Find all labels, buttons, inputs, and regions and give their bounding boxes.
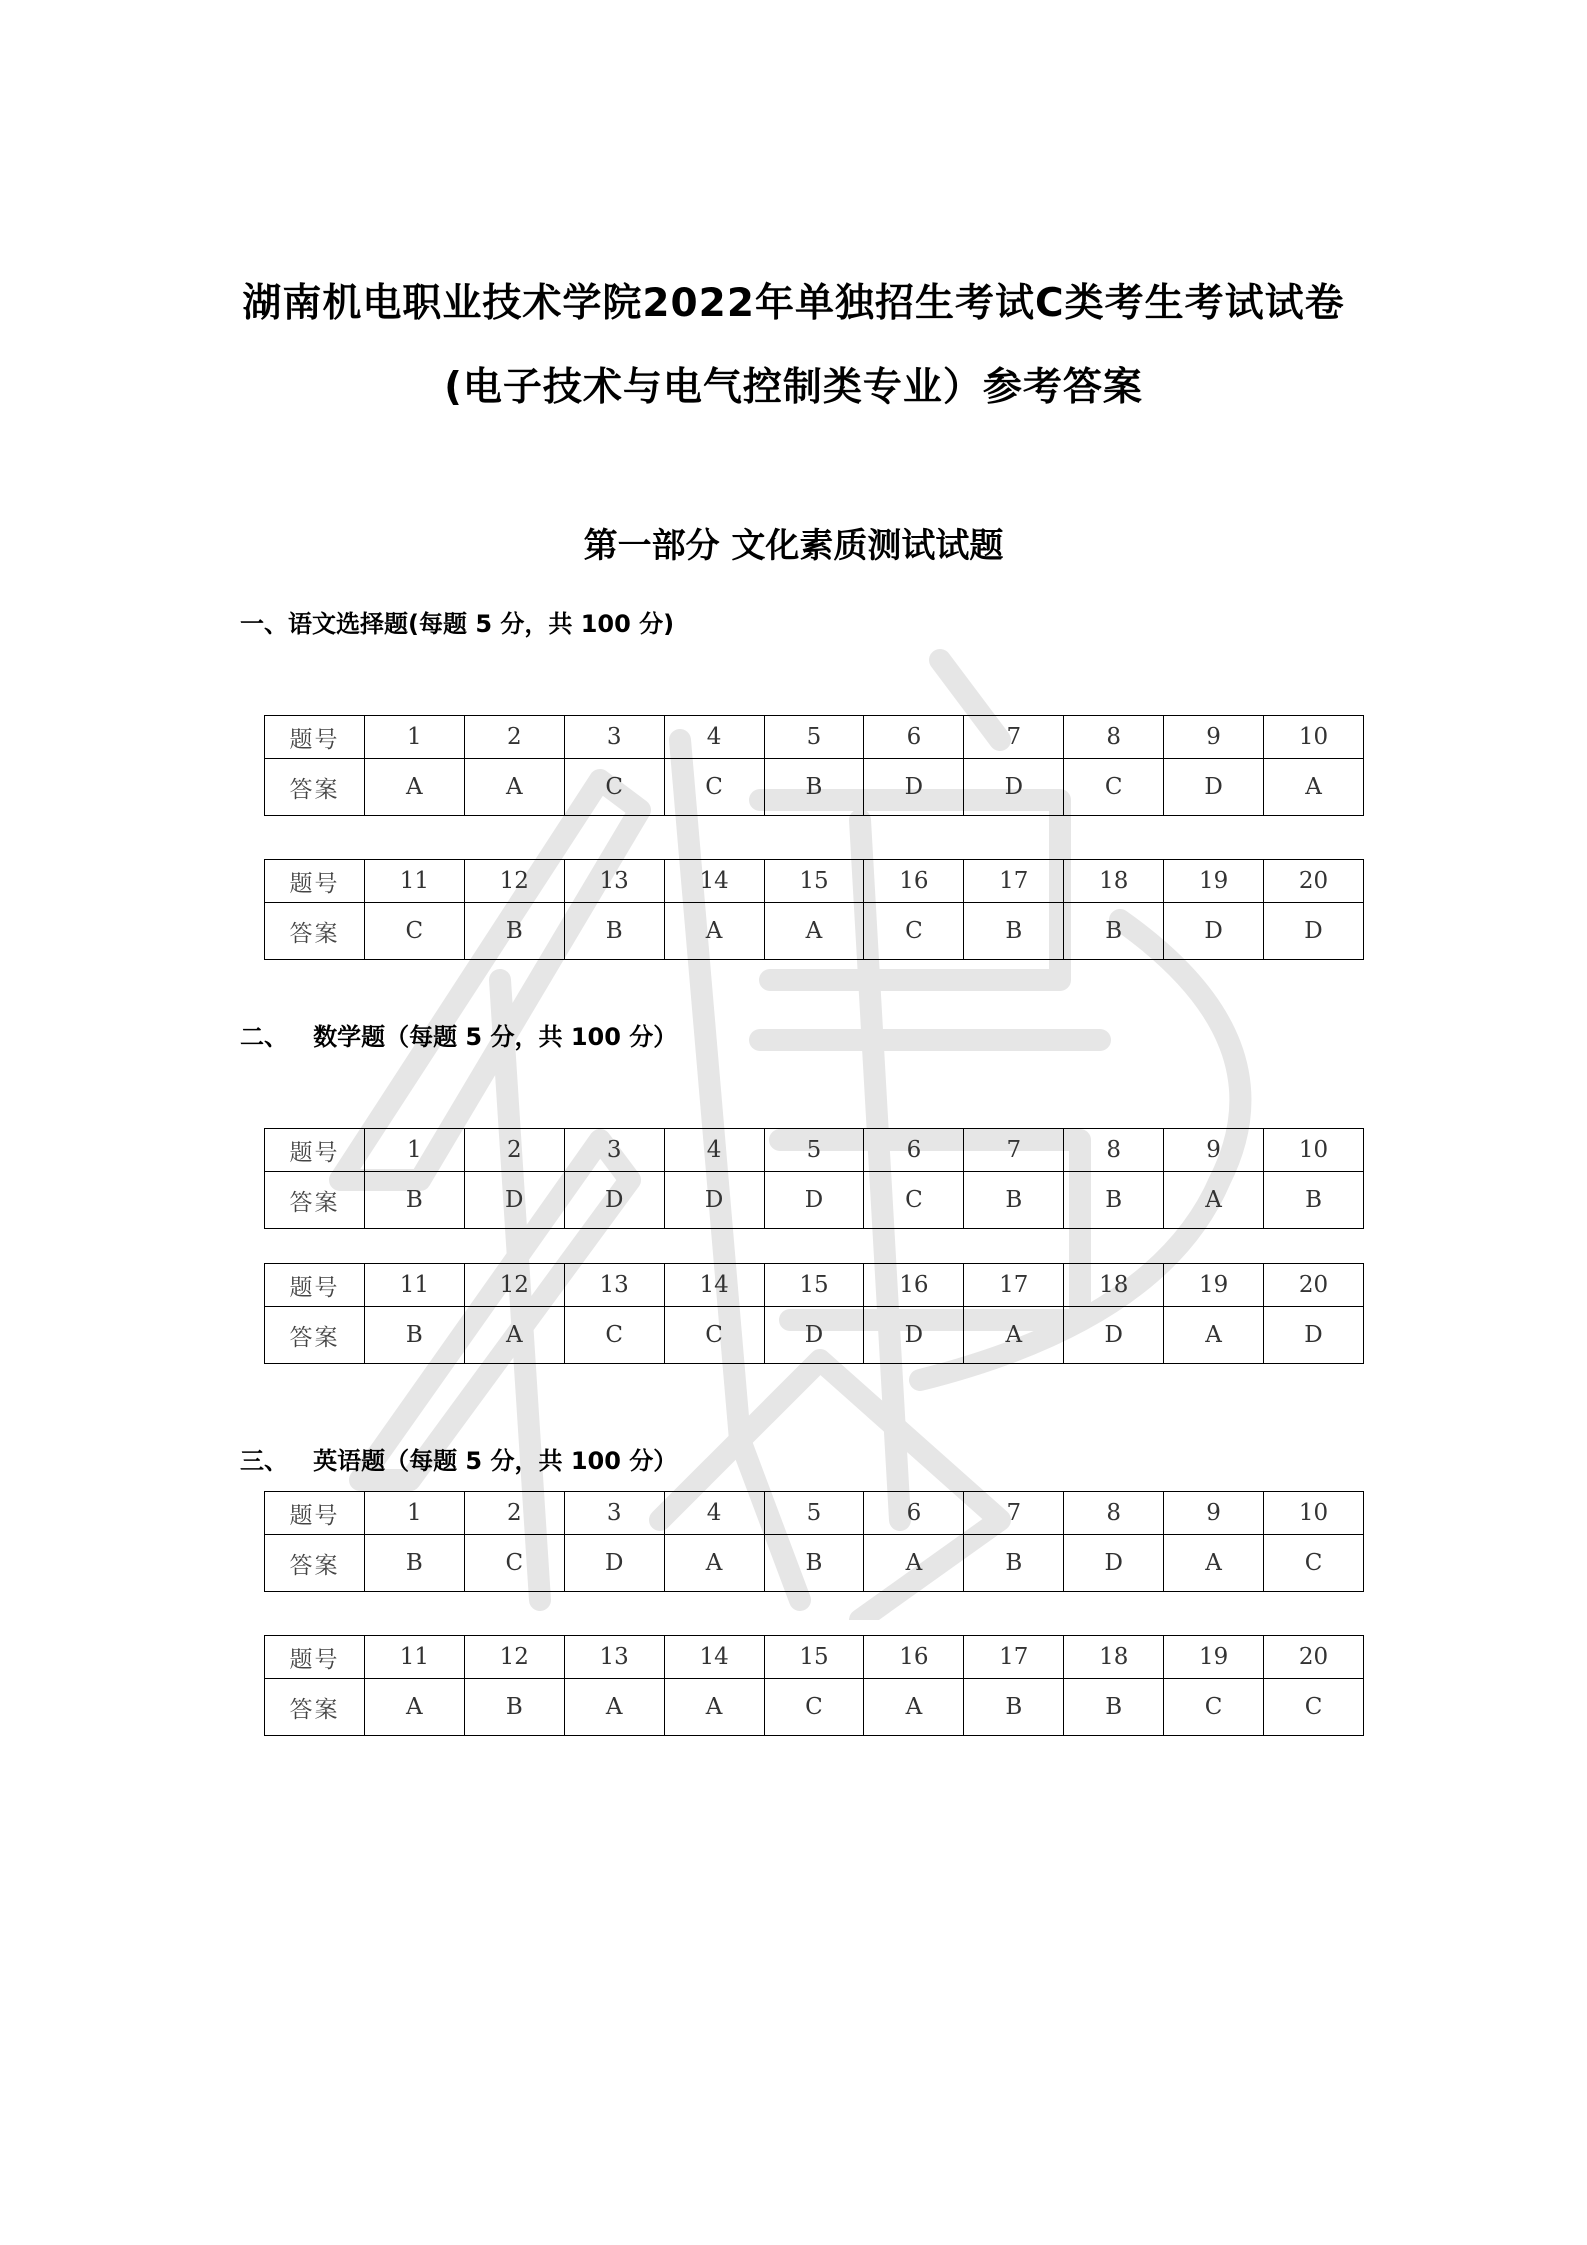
answer-cell: B [964, 1535, 1064, 1592]
question-number: 11 [364, 1636, 464, 1679]
question-number: 20 [1264, 1264, 1364, 1307]
question-number: 2 [464, 716, 564, 759]
question-number: 7 [964, 1129, 1064, 1172]
answer-cell: B [1064, 1679, 1164, 1736]
question-number: 20 [1264, 1636, 1364, 1679]
answer-cell: A [364, 759, 464, 816]
answer-cell: A [664, 1679, 764, 1736]
question-number: 17 [964, 860, 1064, 903]
question-number: 2 [464, 1129, 564, 1172]
answer-cell: A [464, 1307, 564, 1364]
question-number: 3 [564, 1492, 664, 1535]
answer-cell: C [564, 1307, 664, 1364]
answer-table-math-1 [264, 1128, 1364, 1229]
answer-cell: A [864, 1679, 964, 1736]
question-number: 12 [464, 860, 564, 903]
answer-cell: C [864, 1172, 964, 1229]
answer-cell: B [364, 1535, 464, 1592]
answer-cell: D [1064, 1307, 1164, 1364]
question-number: 10 [1264, 1129, 1364, 1172]
question-number: 8 [1064, 1492, 1164, 1535]
question-number: 1 [364, 1492, 464, 1535]
answer-table-english-1 [264, 1491, 1364, 1592]
document-title-line2: (电子技术与电气控制类专业）参考答案 [444, 365, 1143, 410]
question-number: 6 [864, 716, 964, 759]
answer-cell: C [364, 903, 464, 960]
question-label: 题号 [265, 1636, 365, 1679]
question-number: 11 [364, 1264, 464, 1307]
answer-cell: C [564, 759, 664, 816]
answer-cell: A [1164, 1535, 1264, 1592]
answer-cell: B [1064, 1172, 1164, 1229]
answer-cell: D [764, 1307, 864, 1364]
answer-cell: D [464, 1172, 564, 1229]
question-number: 18 [1064, 860, 1164, 903]
answer-cell: A [1164, 1172, 1264, 1229]
answer-cell: A [564, 1679, 664, 1736]
question-number: 16 [864, 1636, 964, 1679]
question-number: 4 [664, 716, 764, 759]
answer-label: 答案 [265, 1172, 365, 1229]
answer-cell: B [564, 903, 664, 960]
section-heading-chinese: 一、语文选择题(每题 5 分，共 100 分) [240, 610, 675, 638]
answer-cell: B [964, 903, 1064, 960]
question-number: 8 [1064, 716, 1164, 759]
answer-cell: D [1164, 759, 1264, 816]
question-label: 题号 [265, 1492, 365, 1535]
question-number: 16 [864, 860, 964, 903]
answer-cell: A [764, 903, 864, 960]
question-number: 2 [464, 1492, 564, 1535]
answer-cell: B [364, 1172, 464, 1229]
answer-cell: D [1264, 903, 1364, 960]
question-label: 题号 [265, 1129, 365, 1172]
answer-cell: B [364, 1307, 464, 1364]
answer-table-english-2 [264, 1635, 1364, 1736]
question-number: 13 [564, 1264, 664, 1307]
answer-cell: D [864, 759, 964, 816]
question-number: 17 [964, 1264, 1064, 1307]
answer-cell: A [464, 759, 564, 816]
question-number: 17 [964, 1636, 1064, 1679]
section-heading-english: 三、 英语题（每题 5 分，共 100 分） [240, 1447, 678, 1475]
question-number: 18 [1064, 1636, 1164, 1679]
answer-cell: B [464, 903, 564, 960]
question-number: 6 [864, 1492, 964, 1535]
question-number: 5 [764, 716, 864, 759]
answer-cell: C [1264, 1679, 1364, 1736]
question-number: 18 [1064, 1264, 1164, 1307]
question-number: 10 [1264, 1492, 1364, 1535]
answer-cell: C [664, 759, 764, 816]
question-number: 6 [864, 1129, 964, 1172]
question-number: 8 [1064, 1129, 1164, 1172]
answer-cell: C [464, 1535, 564, 1592]
question-number: 14 [664, 860, 764, 903]
question-number: 13 [564, 1636, 664, 1679]
answer-cell: A [864, 1535, 964, 1592]
answer-cell: B [964, 1679, 1064, 1736]
question-number: 12 [464, 1636, 564, 1679]
answer-cell: C [664, 1307, 764, 1364]
question-label: 题号 [265, 1264, 365, 1307]
question-number: 3 [564, 1129, 664, 1172]
document-title-line1: 湖南机电职业技术学院2022年单独招生考试C类考生考试试卷 [242, 281, 1345, 326]
answer-cell: D [964, 759, 1064, 816]
answer-label: 答案 [265, 1535, 365, 1592]
answer-label: 答案 [265, 759, 365, 816]
answer-label: 答案 [265, 903, 365, 960]
answer-cell: B [1064, 903, 1164, 960]
answer-cell: B [464, 1679, 564, 1736]
question-number: 5 [764, 1129, 864, 1172]
question-number: 9 [1164, 1492, 1264, 1535]
answer-cell: A [664, 1535, 764, 1592]
question-number: 10 [1264, 716, 1364, 759]
answer-table-math-2 [264, 1263, 1364, 1364]
question-number: 7 [964, 1492, 1064, 1535]
question-number: 14 [664, 1264, 764, 1307]
answer-cell: D [764, 1172, 864, 1229]
question-number: 4 [664, 1129, 764, 1172]
answer-cell: C [1264, 1535, 1364, 1592]
answer-cell: D [1064, 1535, 1164, 1592]
answer-cell: C [1064, 759, 1164, 816]
question-number: 13 [564, 860, 664, 903]
question-number: 5 [764, 1492, 864, 1535]
answer-table-chinese-2 [264, 859, 1364, 960]
answer-label: 答案 [265, 1307, 365, 1364]
answer-cell: C [1164, 1679, 1264, 1736]
question-number: 9 [1164, 1129, 1264, 1172]
question-label: 题号 [265, 716, 365, 759]
answer-cell: B [764, 1535, 864, 1592]
question-number: 19 [1164, 1636, 1264, 1679]
answer-cell: D [1164, 903, 1264, 960]
answer-cell: C [864, 903, 964, 960]
answer-cell: A [1264, 759, 1364, 816]
answer-cell: D [564, 1172, 664, 1229]
answer-cell: A [1164, 1307, 1264, 1364]
question-number: 15 [764, 1264, 864, 1307]
question-number: 15 [764, 1636, 864, 1679]
answer-cell: D [864, 1307, 964, 1364]
answer-label: 答案 [265, 1679, 365, 1736]
question-number: 15 [764, 860, 864, 903]
section-heading-math: 二、 数学题（每题 5 分，共 100 分） [240, 1023, 678, 1051]
answer-cell: B [1264, 1172, 1364, 1229]
answer-cell: D [1264, 1307, 1364, 1364]
question-number: 19 [1164, 860, 1264, 903]
question-number: 4 [664, 1492, 764, 1535]
answer-cell: B [764, 759, 864, 816]
answer-table-chinese-1 [264, 715, 1364, 816]
answer-cell: A [364, 1679, 464, 1736]
answer-cell: D [664, 1172, 764, 1229]
question-number: 20 [1264, 860, 1364, 903]
answer-cell: A [964, 1307, 1064, 1364]
question-number: 19 [1164, 1264, 1264, 1307]
question-number: 11 [364, 860, 464, 903]
question-label: 题号 [265, 860, 365, 903]
answer-cell: B [964, 1172, 1064, 1229]
question-number: 12 [464, 1264, 564, 1307]
answer-cell: A [664, 903, 764, 960]
question-number: 3 [564, 716, 664, 759]
question-number: 16 [864, 1264, 964, 1307]
question-number: 9 [1164, 716, 1264, 759]
question-number: 14 [664, 1636, 764, 1679]
answer-cell: C [764, 1679, 864, 1736]
part-title: 第一部分 文化素质测试试题 [583, 526, 1004, 566]
answer-cell: D [564, 1535, 664, 1592]
question-number: 1 [364, 1129, 464, 1172]
question-number: 1 [364, 716, 464, 759]
question-number: 7 [964, 716, 1064, 759]
